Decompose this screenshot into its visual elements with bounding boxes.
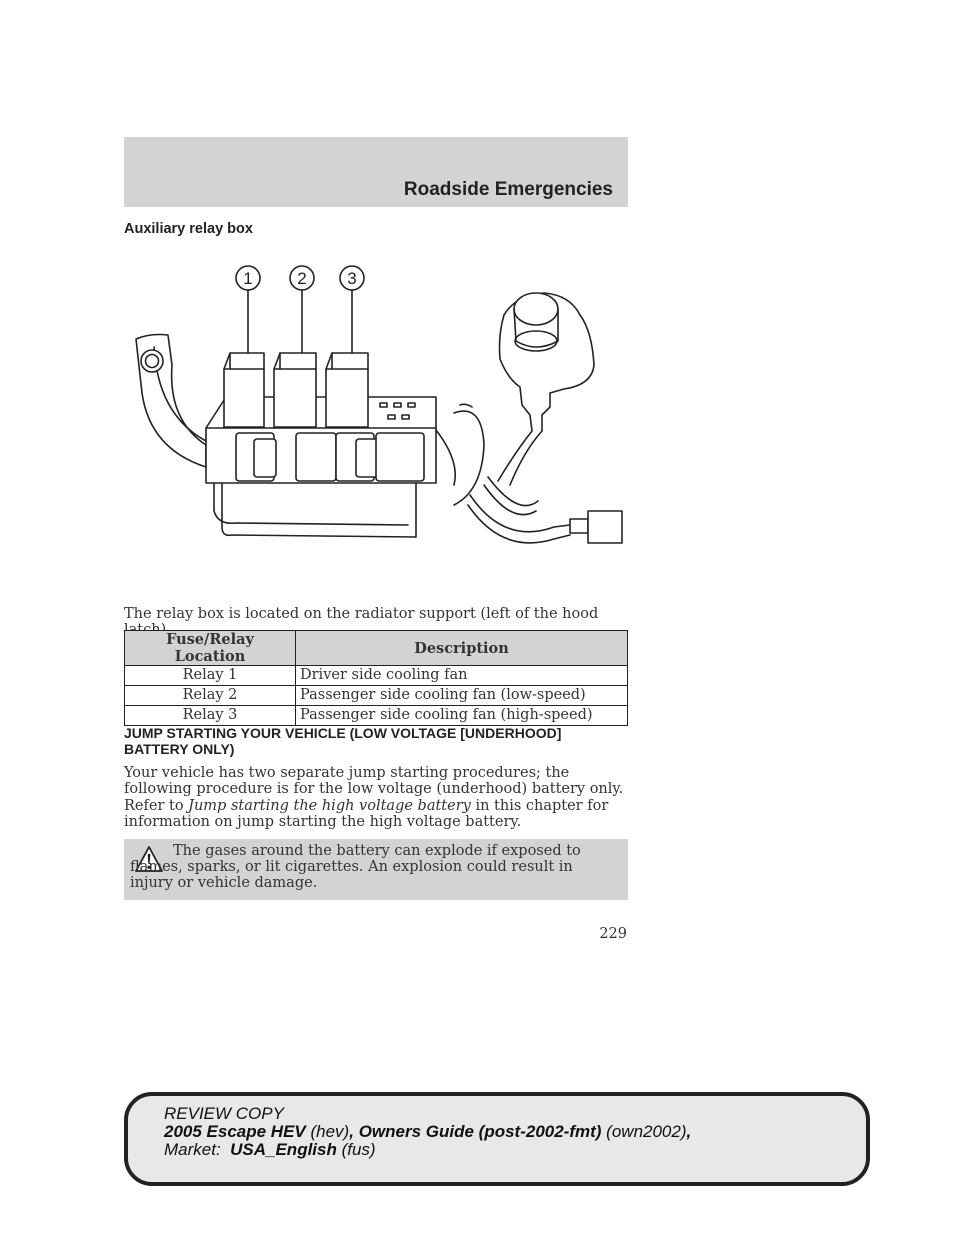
header-band xyxy=(124,137,628,207)
footer-market: USA_English xyxy=(230,1140,337,1159)
review-copy-footer xyxy=(124,1092,870,1186)
section-heading xyxy=(124,725,628,757)
cell-description: Passenger side cooling fan (low-speed) xyxy=(296,686,628,706)
body-text: in this chapter for information on jump starting the high voltage battery. xyxy=(124,797,609,830)
footer-model: 2005 Escape HEV xyxy=(164,1122,306,1141)
column-header-location: Fuse/Relay Location xyxy=(125,631,296,666)
svg-text:2: 2 xyxy=(297,269,307,288)
cell-description: Passenger side cooling fan (high-speed) xyxy=(296,706,628,726)
callout-3 xyxy=(340,266,364,355)
page-title: Roadside Emergencies xyxy=(403,179,613,200)
footer-separator: , xyxy=(686,1122,692,1141)
cell-description: Driver side cooling fan xyxy=(296,666,628,686)
location-text: The relay box is located on the radiator support (left of the hood xyxy=(124,606,599,622)
cell-location: Relay 3 xyxy=(125,706,296,726)
relay-2 xyxy=(274,353,316,427)
table-row xyxy=(125,706,628,726)
footer-review-copy: REVIEW COPY xyxy=(164,1104,284,1123)
relay-table xyxy=(124,630,628,726)
cross-reference: Jump starting the high voltage battery xyxy=(188,797,471,814)
relay-box-diagram xyxy=(124,255,628,555)
footer-text xyxy=(164,1105,691,1159)
cell-location: Relay 2 xyxy=(125,686,296,706)
column-header-description: Description xyxy=(296,631,628,666)
relay-3 xyxy=(326,353,368,427)
warning-text: The gases around the battery can explode if exposed to flames, sparks, or lit cigarettes. An explosion could result in injury or vehicle damage. xyxy=(130,843,581,891)
cell-location: Relay 1 xyxy=(125,666,296,686)
svg-text:3: 3 xyxy=(347,269,357,288)
footer-guide-code: (own2002) xyxy=(601,1122,687,1141)
table-row xyxy=(125,686,628,706)
footer-guide: Owners Guide (post-2002-fmt) xyxy=(358,1122,602,1141)
footer-market-code: (fus) xyxy=(336,1140,376,1159)
footer-separator: , xyxy=(349,1122,359,1141)
warning-box xyxy=(124,839,628,900)
callout-1 xyxy=(236,266,260,355)
section-heading-line2: BATTERY ONLY) xyxy=(124,741,235,757)
relay-1 xyxy=(224,353,264,427)
subheading: Auxiliary relay box xyxy=(124,221,253,237)
table-row xyxy=(125,666,628,686)
table-header-row xyxy=(125,631,628,666)
page-number: 229 xyxy=(599,926,627,942)
callout-2 xyxy=(290,266,314,355)
section-heading-line1: JUMP STARTING YOUR VEHICLE (LOW VOLTAGE [UNDERHOOD] xyxy=(124,725,562,741)
body-text: Your vehicle has two separate jump starting procedures; the following procedure is for the low voltage (underhood) battery only. Refer to xyxy=(124,765,624,814)
jump-start-paragraph xyxy=(124,765,628,830)
footer-market-label: Market: xyxy=(164,1140,231,1159)
footer-model-code: (hev) xyxy=(305,1122,350,1141)
svg-text:1: 1 xyxy=(243,269,253,288)
